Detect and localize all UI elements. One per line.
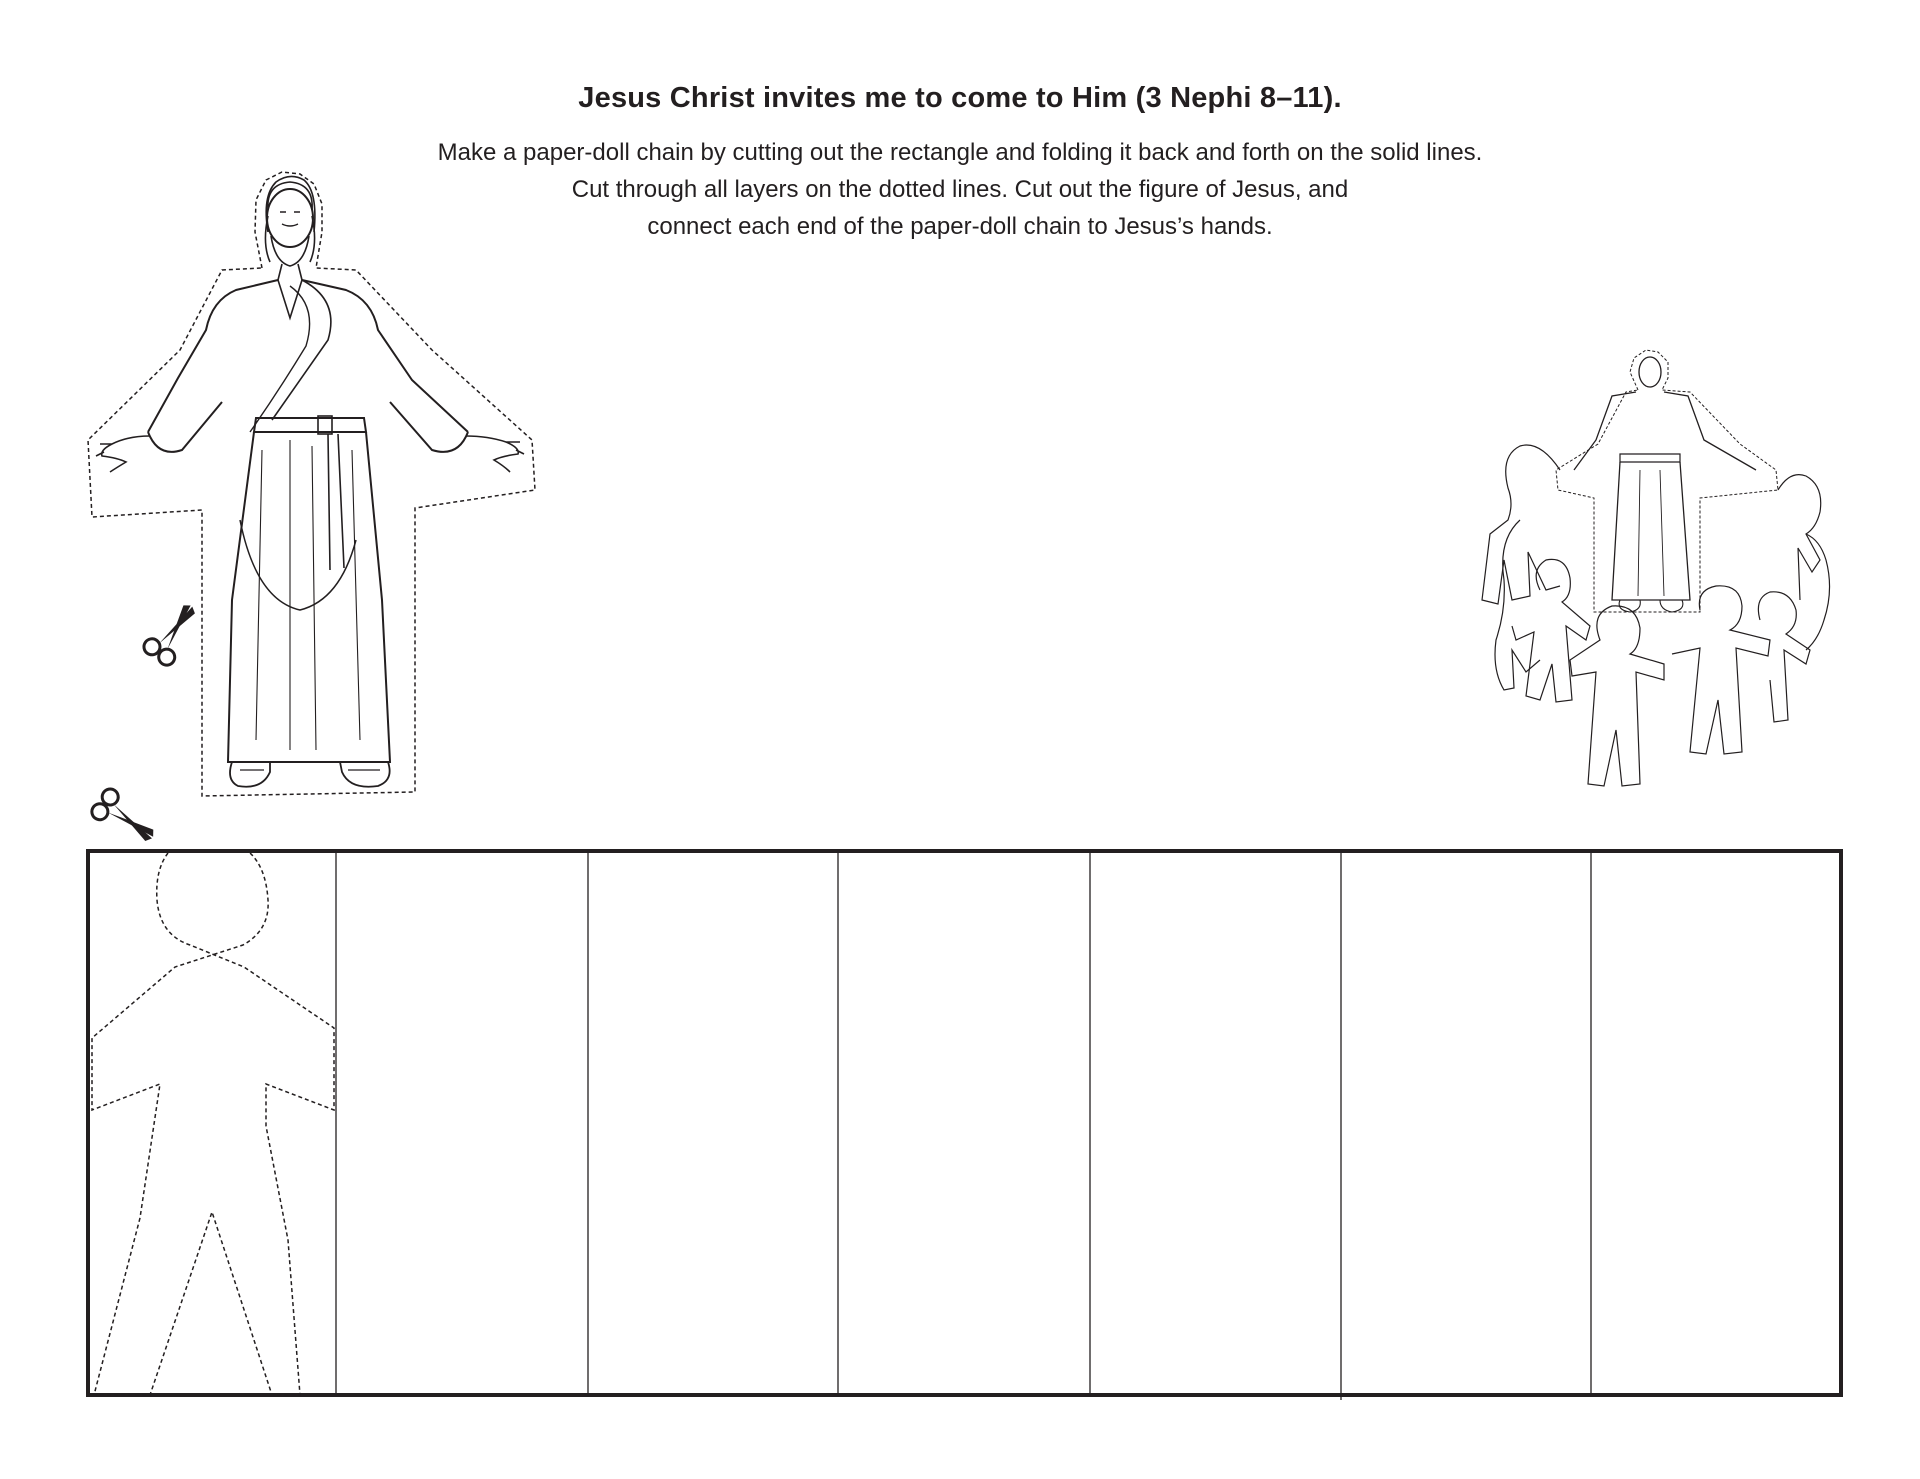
instruction-line: Cut through all layers on the dotted lines. Cut out the figure of Jesus, and [571,176,1349,203]
page-title: Jesus Christ invites me to come to Him (3 Nephi 8–11). [578,82,1342,114]
scissors-icon [141,596,206,668]
template-border [88,851,1841,1395]
fold-lines [336,851,1591,1400]
paper-doll-template[interactable] [88,851,1841,1400]
paper-doll-outline [92,853,334,1395]
jesus-cut-line [88,172,535,796]
jesus-cutout[interactable] [88,172,535,796]
instruction-line: connect each end of the paper-doll chain to Jesus’s hands. [647,213,1273,240]
example-chain-illustration [1482,350,1830,786]
scissors-icon [89,786,163,852]
instruction-line: Make a paper-doll chain by cutting out the rectangle and folding it back and forth on the solid lines. [437,139,1483,166]
